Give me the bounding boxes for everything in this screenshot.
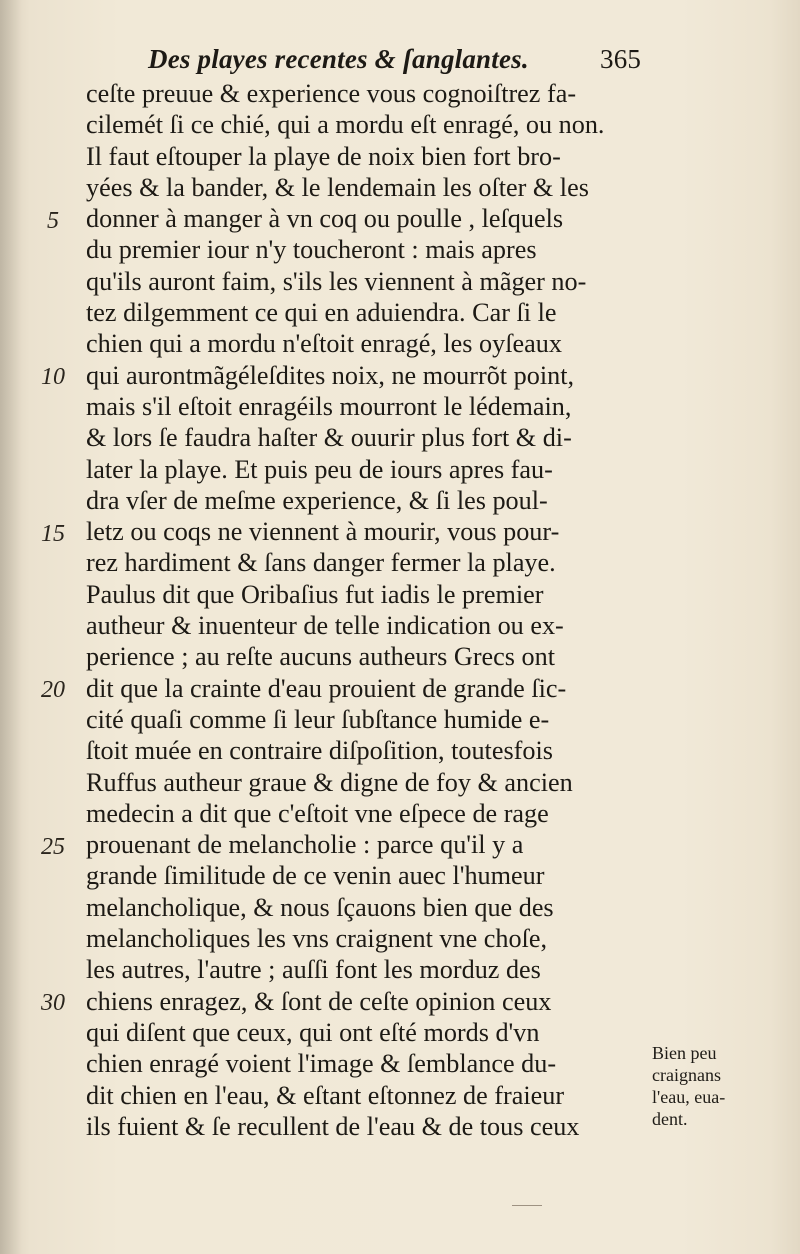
text-line: autheur & inuenteur de telle indication ou ex- bbox=[86, 611, 564, 641]
text-line: cité quaſi comme ſi leur ſubſtance humide e- bbox=[86, 704, 550, 734]
text-line: dit chien en l'eau, & eſtant eſtonnez de fraieur bbox=[86, 1080, 565, 1110]
text-line: qui diſent que ceux, qui ont eſté mords d'vn bbox=[86, 1017, 540, 1047]
text-line: later la playe. Et puis peu de iours apres fau- bbox=[86, 454, 553, 484]
text-line: Paulus dit que Oribaſius fut iadis le premier bbox=[86, 579, 544, 609]
line-number-30: 30 bbox=[41, 990, 65, 1016]
text-line: ils fuient & ſe recullent de l'eau & de tous ceux bbox=[86, 1111, 580, 1141]
text-line: prouenant de melancholie : parce qu'il y a bbox=[86, 830, 524, 860]
text-line: chien enragé voient l'image & ſemblance du- bbox=[86, 1049, 557, 1079]
text-line: dit que la crainte d'eau prouient de grande ſic- bbox=[86, 673, 567, 703]
page-number: 365 bbox=[600, 44, 642, 74]
text-line: melancholiques les vns craignent vne choſe, bbox=[86, 924, 548, 954]
text-line: yées & la bander, & le lendemain les oſter & les bbox=[86, 172, 589, 202]
text-line: chien qui a mordu n'eſtoit enragé, les oyſeaux bbox=[86, 329, 562, 359]
text-line: grande ſimilitude de ce venin auec l'humeur bbox=[86, 861, 545, 891]
running-head: Des playes recentes & ſanglantes. bbox=[148, 44, 529, 74]
margin-note-line: l'eau, eua- bbox=[652, 1087, 726, 1107]
text-line: perience ; au reſte aucuns autheurs Grecs ont bbox=[86, 642, 555, 672]
line-number-20: 20 bbox=[41, 677, 65, 703]
line-number-10: 10 bbox=[41, 364, 65, 390]
text-line: melancholique, & nous ſçauons bien que des bbox=[86, 892, 554, 922]
text-line: Il faut eſtouper la playe de noix bien fort bro- bbox=[86, 141, 561, 171]
text-line: rez hardiment & ſans danger fermer la playe. bbox=[86, 548, 556, 578]
text-line: donner à manger à vn coq ou poulle , leſquels bbox=[86, 204, 564, 234]
spine-shadow bbox=[0, 0, 22, 1254]
text-line: ſtoit muée en contraire diſpoſition, toutesfois bbox=[86, 736, 553, 766]
text-line: letz ou coqs ne viennent à mourir, vous pour- bbox=[86, 517, 560, 547]
text-line: ceſte preuue & experience vous cognoiſtrez fa- bbox=[86, 79, 577, 108]
text-line: qu'ils auront faim, s'ils les viennent à mãger no- bbox=[86, 266, 587, 296]
text-line: cilemét ſi ce chié, qui a mordu eſt enragé, ou non. bbox=[86, 110, 605, 140]
margin-note-line: dent. bbox=[652, 1109, 688, 1129]
margin-note bbox=[652, 1042, 772, 1130]
page-header bbox=[148, 42, 648, 82]
text-line: mais s'il eſtoit enragéils mourront le lédemain, bbox=[86, 391, 572, 421]
text-line: medecin a dit que c'eſtoit vne eſpece de rage bbox=[86, 798, 549, 828]
text-line: du premier iour n'y toucheront : mais apres bbox=[86, 235, 537, 265]
margin-note-line: craignans bbox=[652, 1065, 721, 1085]
margin-note-line: Bien peu bbox=[652, 1043, 717, 1063]
line-number-25: 25 bbox=[41, 834, 65, 860]
text-line: les autres, l'autre ; auſſi font les morduz des bbox=[86, 955, 541, 985]
text-line: chiens enragez, & ſont de ceſte opinion ceux bbox=[86, 986, 552, 1016]
bottom-rule bbox=[512, 1205, 542, 1206]
text-line: & lors ſe faudra haſter & ouurir plus fort & di- bbox=[86, 423, 572, 453]
text-line: dra vſer de meſme experience, & ſi les poul- bbox=[86, 485, 548, 515]
text-line: qui aurontmãgéleſdites noix, ne mourrõt point, bbox=[86, 360, 575, 390]
text-line: tez dilgemment ce qui en aduiendra. Car ſi le bbox=[86, 298, 557, 328]
text-line: Ruffus autheur graue & digne de foy & ancien bbox=[86, 767, 573, 797]
line-number-5: 5 bbox=[47, 208, 59, 234]
body-text bbox=[86, 78, 651, 1142]
line-number-15: 15 bbox=[41, 521, 65, 547]
